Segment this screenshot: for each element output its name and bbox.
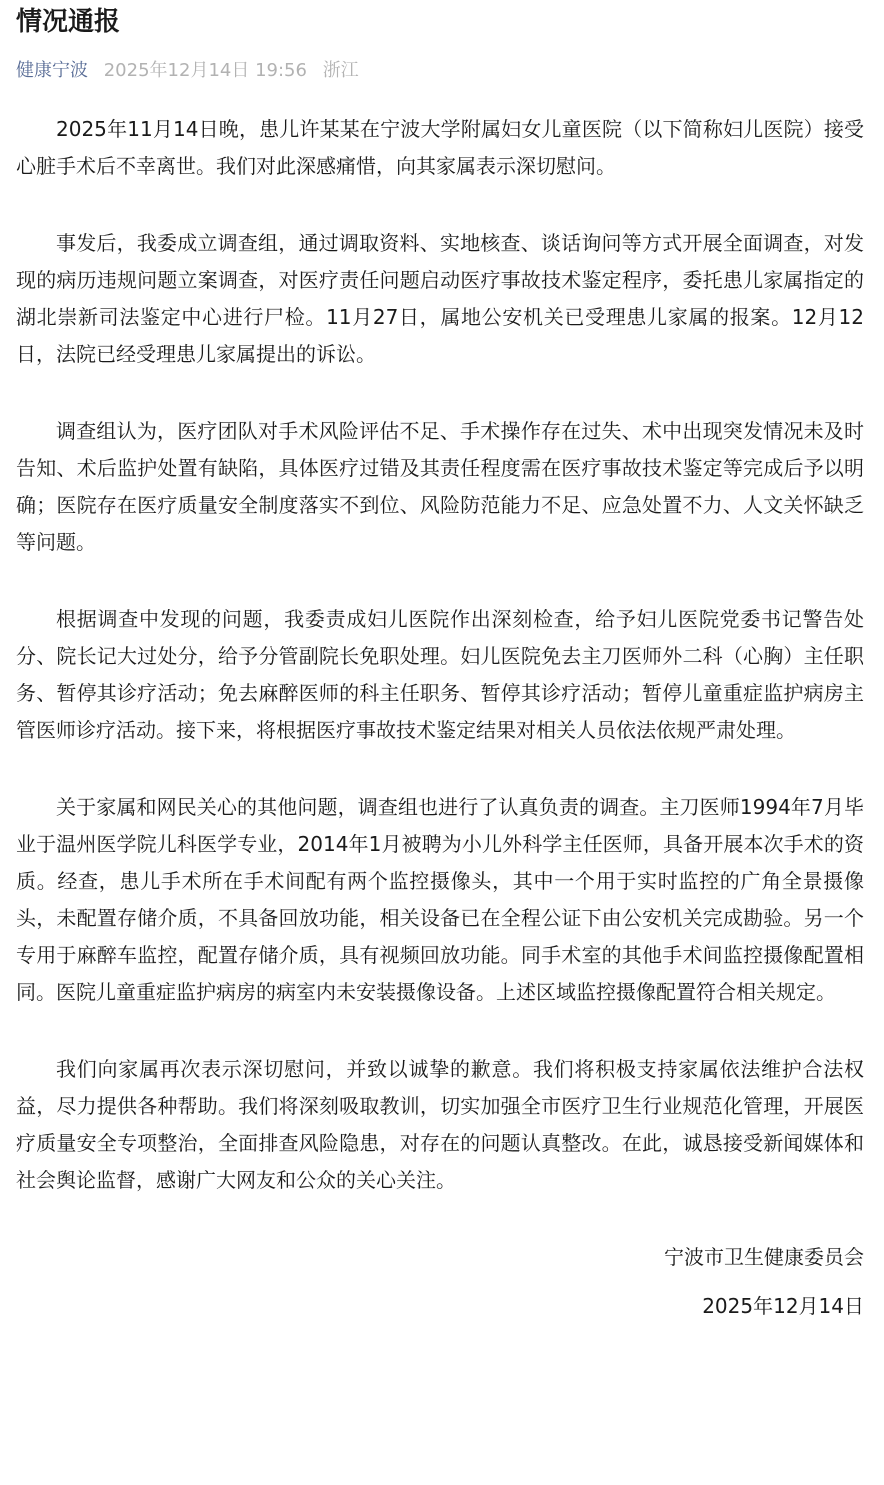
signature-organization: 宁波市卫生健康委员会 <box>664 1245 864 1269</box>
publish-time: 2025年12月14日 19:56 <box>103 60 307 81</box>
paragraph: 根据调查中发现的问题，我委责成妇儿医院作出深刻检查，给予妇儿医院党委书记警告处分、院长记大过处分，给予分管副院长免职处理。妇儿医院免去主刀医师外二科（心胸）主任职务、暂停其诊疗活动；免去麻醉医师的科主任职务、暂停其诊疗活动；暂停儿童重症监护病房主管医师诊疗活动。接下来，将根据医疗事故技术鉴定结果对相关人员依法依规严肃处理。 <box>16 607 864 742</box>
paragraph: 关于家属和网民关心的其他问题，调查组也进行了认真负责的调查。主刀医师1994年7月毕业于温州医学院儿科医学专业，2014年1月被聘为小儿外科学主任医师，具备开展本次手术的资质。经查，患儿手术所在手术间配有两个监控摄像头，其中一个用于实时监控的广角全景摄像头，未配置存储介质，不具备回放功能，相关设备已在全程公证下由公安机关完成勘验。另一个专用于麻醉车监控，配置存储介质，具有视频回放功能。同手术室的其他手术间监控摄像配置相同。医院儿童重症监护病房的病室内未安装摄像设备。上述区域监控摄像配置符合相关规定。 <box>16 795 864 1004</box>
paragraph: 我们向家属再次表示深切慰问，并致以诚挚的歉意。我们将积极支持家属依法维护合法权益，尽力提供各种帮助。我们将深刻吸取教训，切实加强全市医疗卫生行业规范化管理，开展医疗质量安全专项整治，全面排查风险隐患，对存在的问题认真整改。在此，诚恳接受新闻媒体和社会舆论监督，感谢广大网友和公众的关心关注。 <box>16 1057 864 1192</box>
paragraph: 事发后，我委成立调查组，通过调取资料、实地核查、谈话询问等方式开展全面调查，对发现的病历违规问题立案调查，对医疗责任问题启动医疗事故技术鉴定程序，委托患儿家属指定的湖北崇新司法鉴定中心进行尸检。11月27日，属地公安机关已受理患儿家属的报案。12月12日，法院已经受理患儿家属提出的诉讼。 <box>16 231 864 366</box>
article-meta <box>16 56 864 86</box>
signature-block <box>16 1239 864 1325</box>
article-title: 情况通报 <box>16 7 121 37</box>
signature-date: 2025年12月14日 <box>702 1294 864 1318</box>
account-name-link[interactable]: 健康宁波 <box>16 60 88 81</box>
paragraph: 2025年11月14日晚，患儿许某某在宁波大学附属妇女儿童医院（以下简称妇儿医院）接受心脏手术后不幸离世。我们对此深感痛惜，向其家属表示深切慰问。 <box>16 117 864 178</box>
paragraph: 调查组认为，医疗团队对手术风险评估不足、手术操作存在过失、术中出现突发情况未及时告知、术后监护处置有缺陷，具体医疗过错及其责任程度需在医疗事故技术鉴定等完成后予以明确；医院存在医疗质量安全制度落实不到位、风险防范能力不足、应急处置不力、人文关怀缺乏等问题。 <box>16 419 864 554</box>
article <box>16 0 864 1325</box>
article-body <box>16 111 864 1199</box>
publish-location: 浙江 <box>322 60 359 81</box>
